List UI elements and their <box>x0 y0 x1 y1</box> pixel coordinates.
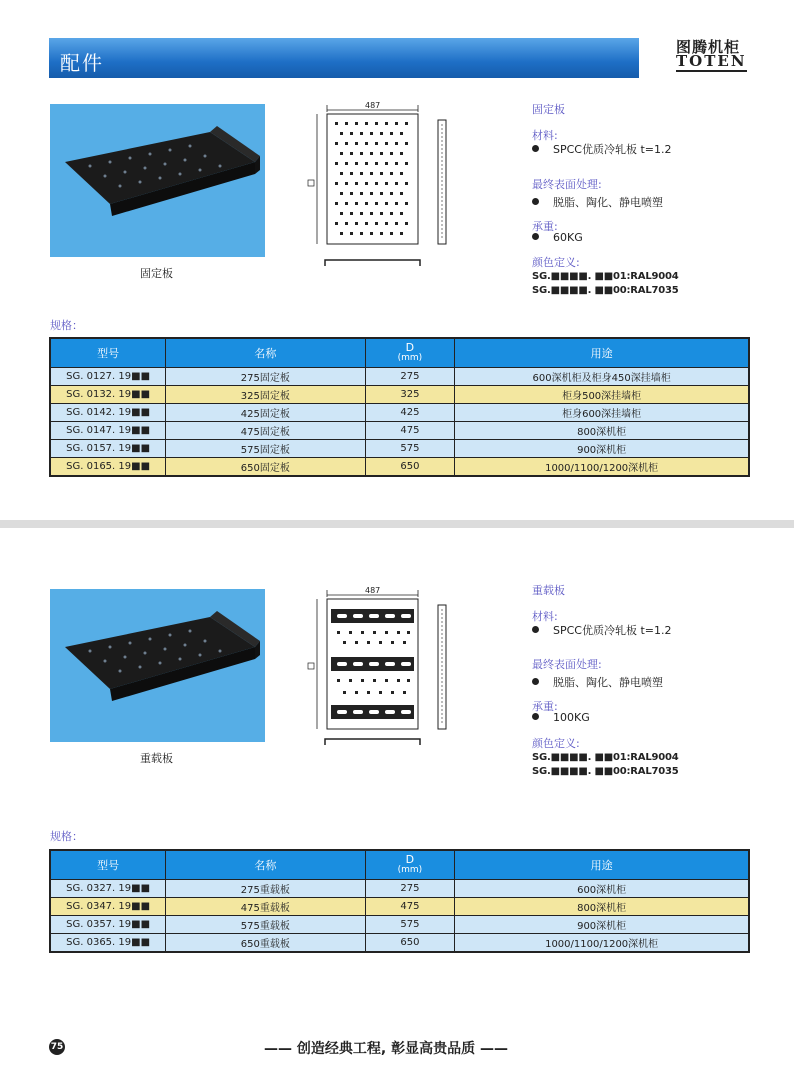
shelf-image-icon <box>50 104 265 257</box>
table-row: SG. 0127. 19■■ 275固定板 275 600深机柜及柜身450深挂墙柜 <box>50 368 749 386</box>
fixed-shelf-drawing <box>305 100 455 270</box>
fixed-shelf-table <box>49 337 750 477</box>
color-label: 颜色定义: <box>532 256 580 269</box>
heavy-shelf-caption: 重载板 <box>140 752 173 765</box>
logo-en: TOTEN <box>676 52 747 70</box>
load-value: 60KG <box>553 231 583 244</box>
load-value: 100KG <box>553 711 590 724</box>
finish-item <box>532 674 663 690</box>
spec-heading: 规格： <box>50 830 83 843</box>
material-item <box>532 622 672 638</box>
fixed-shelf-caption: 固定板 <box>140 267 173 280</box>
table-row: SG. 0147. 19■■ 475固定板 475 800深机柜 <box>50 422 749 440</box>
heavy-shelf-title: 重载板 <box>532 584 565 597</box>
col-model: 型号 <box>50 338 166 368</box>
page-title: 配件 <box>60 51 104 75</box>
logo-cn: 图腾机柜 <box>676 38 741 56</box>
page-number: 75 <box>49 1039 65 1055</box>
load-label: 承重: <box>532 220 558 233</box>
col-name: 名称 <box>166 338 365 368</box>
finish-label: 最终表面处理: <box>532 178 602 191</box>
table-row: SG. 0165. 19■■ 650固定板 650 1000/1100/1200深机柜 <box>50 458 749 477</box>
header-bar <box>49 38 639 78</box>
material-label: 材料: <box>532 129 558 142</box>
table-header-row <box>50 850 749 880</box>
heavy-shelf-drawing <box>305 585 455 755</box>
finish-item <box>532 194 663 210</box>
col-model: 型号 <box>50 850 166 880</box>
drawing-width-label: 487 <box>365 101 381 110</box>
col-d: D (mm) <box>365 850 455 880</box>
color-def-2: SG.■■■■. ■■00:RAL7035 <box>532 766 679 777</box>
bullet-icon <box>532 145 539 152</box>
table-row: SG. 0132. 19■■ 325固定板 325 柜身500深挂墙柜 <box>50 386 749 404</box>
bullet-icon <box>532 678 539 685</box>
bullet-icon <box>532 713 539 720</box>
spec-heading: 规格： <box>50 319 83 332</box>
bullet-icon <box>532 626 539 633</box>
table-header-row <box>50 338 749 368</box>
color-def-1: SG.■■■■. ■■01:RAL9004 <box>532 752 679 763</box>
heavy-shelf-table <box>49 849 750 953</box>
color-def-1: SG.■■■■. ■■01:RAL9004 <box>532 271 679 282</box>
material-item <box>532 141 672 157</box>
material-label: 材料: <box>532 610 558 623</box>
color-def-2: SG.■■■■. ■■00:RAL7035 <box>532 285 679 296</box>
bullet-icon <box>532 233 539 240</box>
col-use: 用途 <box>455 850 749 880</box>
col-d: D (mm) <box>365 338 455 368</box>
table-row: SG. 0157. 19■■ 575固定板 575 900深机柜 <box>50 440 749 458</box>
material-value: SPCC优质冷轧板 t=1.2 <box>553 143 672 156</box>
fixed-shelf-photo <box>50 104 265 257</box>
finish-label: 最终表面处理: <box>532 658 602 671</box>
table-row: SG. 0347. 19■■ 475重载板 475 800深机柜 <box>50 898 749 916</box>
shelf-image-icon <box>50 589 265 742</box>
table-row: SG. 0142. 19■■ 425固定板 425 柜身600深挂墙柜 <box>50 404 749 422</box>
load-label: 承重: <box>532 700 558 713</box>
drawing-width-label: 487 <box>365 586 381 595</box>
finish-value: 脱脂、陶化、静电喷塑 <box>553 676 663 689</box>
heavy-shelf-photo <box>50 589 265 742</box>
table-row: SG. 0365. 19■■ 650重载板 650 1000/1100/1200深机柜 <box>50 934 749 953</box>
material-value: SPCC优质冷轧板 t=1.2 <box>553 624 672 637</box>
load-item <box>532 231 583 244</box>
section-divider <box>0 520 794 528</box>
bullet-icon <box>532 198 539 205</box>
color-label: 颜色定义: <box>532 737 580 750</box>
col-name: 名称 <box>166 850 365 880</box>
table-row: SG. 0327. 19■■ 275重载板 275 600深机柜 <box>50 880 749 898</box>
col-use: 用途 <box>455 338 749 368</box>
footer-slogan: —— 创造经典工程, 彰显高贵品质 —— <box>264 1041 508 1057</box>
fixed-shelf-title: 固定板 <box>532 103 565 116</box>
load-item <box>532 711 590 724</box>
table-row: SG. 0357. 19■■ 575重载板 575 900深机柜 <box>50 916 749 934</box>
finish-value: 脱脂、陶化、静电喷塑 <box>553 196 663 209</box>
